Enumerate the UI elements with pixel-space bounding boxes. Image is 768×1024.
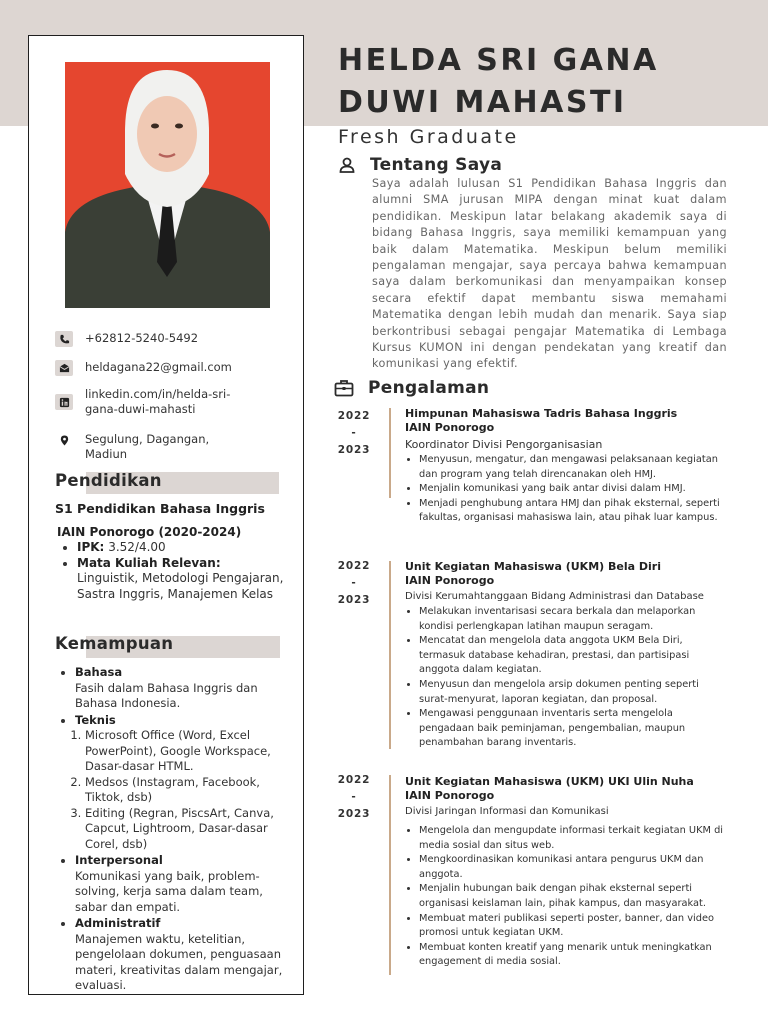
linkedin-text[interactable]: linkedin.com/in/helda-sri-gana-duwi-mahasti	[85, 387, 231, 416]
phone-text[interactable]: +62812-5240-5492	[85, 331, 199, 345]
skills-list	[57, 665, 295, 995]
experience-years	[333, 558, 375, 609]
org-institution: IAIN Ponorogo	[405, 421, 495, 434]
person-icon	[338, 156, 356, 174]
linkedin-icon	[55, 394, 73, 410]
about-heading: Tentang Saya	[370, 155, 503, 175]
email-icon	[55, 360, 73, 376]
duty-item: • Mengelola dan mengupdate informasi terkait kegiatan UKM di media sosial dan situs web.	[419, 824, 729, 853]
duty-item: • Mengkoordinasikan komunikasi antara pengurus UKM dan anggota.	[419, 853, 729, 882]
education-degree: S1 Pendidikan Bahasa Inggris	[55, 501, 265, 516]
year-end: 2023	[337, 444, 371, 456]
experience-duties	[405, 605, 729, 751]
timeline-line	[389, 775, 391, 975]
duty-item: • Mengawasi penggunaan inventaris serta mengelola pengadaan baik peminjaman, pengembalian, maupun penambahan barang inventaris.	[419, 707, 729, 751]
location-icon	[55, 432, 73, 448]
experience-duties	[405, 824, 729, 970]
experience-org	[405, 560, 735, 588]
year-end: 2023	[337, 808, 371, 820]
skill-teknis-item: 2. Medsos (Instagram, Facebook, Tiktok, dsb)	[85, 775, 295, 806]
experience-role: Koordinator Divisi Pengorganisasian	[405, 438, 603, 451]
duty-item: • Menjalin komunikasi yang baik antar divisi dalam HMJ.	[419, 482, 729, 497]
skill-teknis-item: 3. Editing (Regran, PiscsArt, Canva, Capcut, Lightroom, Dasar-dasar Corel, dsb)	[85, 806, 295, 853]
education-heading: Pendidikan	[55, 471, 162, 490]
skill-teknis	[75, 713, 295, 853]
skill-teknis-items	[75, 728, 295, 852]
experience-role: Divisi Jaringan Informasi dan Komunikasi	[405, 806, 609, 817]
experience-years	[333, 772, 375, 823]
skill-bahasa	[75, 665, 295, 712]
skill-administratif-desc: Manajemen waktu, ketelitian, pengelolaan dokumen, penguasaan materi, kreativitas dalam mengajar, evaluasi.	[75, 931, 283, 992]
skill-teknis-label: Teknis	[75, 712, 116, 727]
contact-linkedin	[55, 387, 250, 417]
skill-interpersonal-label: Interpersonal	[75, 853, 163, 867]
timeline-line	[389, 561, 391, 749]
courses-value: Linguistik, Metodologi Pengajaran, Sastra Inggris, Manajemen Kelas	[77, 571, 284, 601]
year-start: 2022	[337, 560, 371, 572]
email-text[interactable]: heldagana22@gmail.com	[85, 360, 232, 374]
skill-bahasa-desc: Fasih dalam Bahasa Inggris dan Bahasa Indonesia.	[75, 680, 258, 710]
experience-org	[405, 407, 735, 435]
education-details	[59, 540, 292, 602]
duty-item: • Mencatat dan mengelola data anggota UKM Bela Diri, termasuk database kehadiran, prestasi, dan partisipasi anggota dalam kegiatan.	[419, 634, 729, 678]
phone-icon	[55, 331, 73, 347]
year-dash: -	[351, 577, 357, 589]
profile-photo	[65, 62, 270, 308]
duty-item: • Melakukan inventarisasi secara berkala dan melaporkan kondisi perlengkapan latihan maupun seragam.	[419, 605, 729, 634]
year-dash: -	[351, 791, 357, 803]
year-end: 2023	[337, 594, 371, 606]
duty-item: • Menjalin hubungan baik dengan pihak eksternal seperti organisasi keislaman lain, pihak kampus, dan masyarakat.	[419, 882, 729, 911]
experience-duties	[405, 453, 729, 526]
courses-label: Mata Kuliah Relevan:	[77, 555, 221, 570]
contact-address	[55, 432, 250, 462]
year-start: 2022	[337, 410, 371, 422]
education-courses	[77, 556, 292, 603]
experience-heading-row	[334, 378, 489, 398]
org-institution: IAIN Ponorogo	[405, 789, 495, 802]
duty-item: • Membuat materi publikasi seperti poster, banner, dan video promosi untuk kegiatan UKM.	[419, 912, 729, 941]
timeline-line	[389, 408, 391, 498]
education-ipk	[77, 540, 292, 556]
duty-item: • Menjadi penghubung antara HMJ dan pihak eksternal, seperti fakultas, organisasi mahasiswa lain, atau pihak luar kampus.	[419, 497, 729, 526]
year-dash: -	[351, 427, 357, 439]
experience-role: Divisi Kerumahtanggaan Bidang Administrasi dan Database	[405, 591, 704, 602]
org-name: Unit Kegiatan Mahasiswa (UKM) UKI Ulin Nuha	[405, 775, 694, 788]
ipk-label: IPK:	[77, 540, 105, 554]
person-subtitle: Fresh Graduate	[338, 126, 519, 148]
skill-teknis-item: 1. Microsoft Office (Word, Excel PowerPoint), Google Workspace, Dasar-dasar HTML.	[85, 728, 295, 775]
experience-heading: Pengalaman	[368, 378, 490, 398]
duty-item: • Membuat konten kreatif yang menarik untuk meningkatkan engagement di media sosial.	[419, 941, 729, 970]
contact-email	[55, 360, 250, 376]
skill-interpersonal	[75, 853, 295, 915]
about-text: Saya adalah lulusan S1 Pendidikan Bahasa Inggris dan alumni SMA jurusan MIPA dengan minat kuat dalam pendidikan. Meskipun latar belakang akademik saya di bidang Bahasa Inggris, saya memiliki kemampuan yang baik dalam Matematika. Meskipun belum memiliki pengalaman mengajar, saya percaya bahwa kemampuan saya dalam berkomunikasi dan menyampaikan konsep secara efektif dapat membantu siswa memahami Matematika dengan lebih mudah dan menarik. Saya siap berkontribusi sebagai pengajar Matematika di Lembaga Kursus KUMON ini dengan pendekatan yang kreatif dan komunikasi yang efektif.	[372, 177, 727, 371]
org-institution: IAIN Ponorogo	[405, 574, 495, 587]
org-name: Unit Kegiatan Mahasiswa (UKM) Bela Diri	[405, 560, 661, 573]
person-name: HELDA SRI GANA DUWI MAHASTI	[338, 43, 659, 120]
experience-years	[333, 408, 375, 459]
duty-item: • Menyusun, mengatur, dan mengawasi pelaksanaan kegiatan dan program yang telah direncanakan oleh HMJ.	[419, 453, 729, 482]
skill-bahasa-label: Bahasa	[75, 665, 123, 679]
org-name: Himpunan Mahasiswa Tadris Bahasa Inggris	[405, 407, 678, 420]
contact-phone	[55, 331, 250, 347]
skills-heading: Kemampuan	[55, 634, 174, 653]
year-start: 2022	[337, 774, 371, 786]
duty-item: • Menyusun dan mengelola arsip dokumen penting seperti surat-menyurat, laporan kegiatan, dan proposal.	[419, 678, 729, 707]
experience-org	[405, 775, 735, 803]
skill-interpersonal-desc: Komunikasi yang baik, problem-solving, kerja sama dalam team, sabar dan empati.	[75, 868, 263, 914]
about-heading-row	[338, 155, 502, 175]
briefcase-icon	[334, 379, 354, 397]
skill-administratif	[75, 916, 295, 994]
skill-administratif-label: Administratif	[75, 916, 161, 930]
address-text: Segulung, Dagangan, Madiun	[85, 432, 210, 461]
ipk-value: 3.52/4.00	[108, 540, 166, 554]
education-institution: IAIN Ponorogo (2020-2024)	[57, 525, 242, 539]
